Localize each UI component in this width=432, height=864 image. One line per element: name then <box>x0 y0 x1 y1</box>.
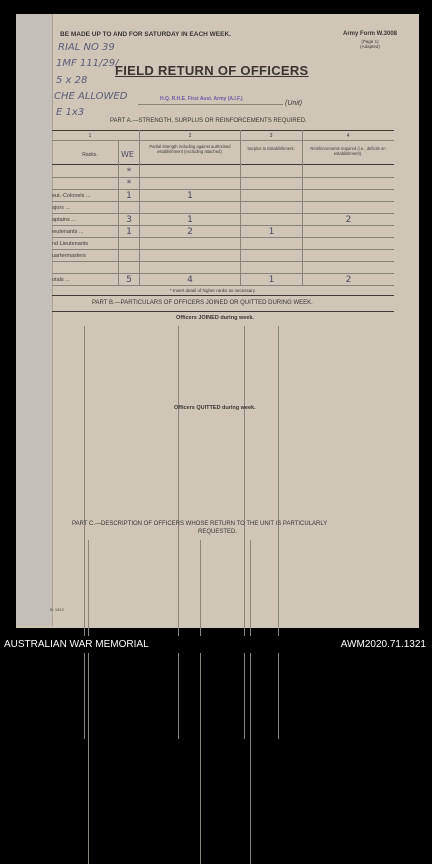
unit-stamp: H.Q. R.H.E. First Aust. Army (A.I.F.) <box>160 96 243 102</box>
footer-institution: AUSTRALIAN WAR MEMORIAL <box>4 639 149 650</box>
attached-paper-strip <box>16 14 53 626</box>
part-b-title: PART B.—PARTICULARS OF OFFICERS JOINED OR QUITTED DURING WEEK. <box>92 300 313 306</box>
we-cell: * <box>126 179 132 189</box>
handwritten-note-2: 1MF 111/29/ <box>56 58 119 69</box>
form-page: (Page 1) <box>361 39 379 44</box>
col-num-rule <box>52 140 394 141</box>
part-a-top-rule <box>52 130 394 131</box>
top-instruction: BE MADE UP TO AND FOR SATURDAY IN EACH WEEK. <box>60 31 231 38</box>
col-2-header: Partial strength including against authorised establishment (excluding attached). <box>149 144 231 154</box>
rank-cell: aptains ... <box>52 217 76 223</box>
part-a-row-rule <box>52 261 394 262</box>
part-c-title-2: REQUESTED. <box>198 529 238 535</box>
col-3-header: Surplus to Establishment. <box>247 146 295 151</box>
handwritten-note-5: E 1x3 <box>56 107 85 118</box>
part-a-row-rule <box>52 237 394 238</box>
part_c.columns-vline <box>88 540 89 864</box>
col-num-2: 2 <box>188 133 192 139</box>
we-cell: 1 <box>126 227 132 237</box>
vline-a4 <box>302 130 303 286</box>
rank-cell: uartermasters <box>52 253 86 259</box>
part-a-row-rule <box>52 249 394 250</box>
col-we-header: WE <box>121 150 134 159</box>
footer-accession: AWM2020.71.1321 <box>340 639 426 650</box>
form-id: Army Form W.3008 <box>342 31 398 37</box>
part_b.columns-vline <box>178 415 179 739</box>
part-a-row-rule <box>52 213 394 214</box>
part_b.columns-vline <box>84 415 85 739</box>
print-code: B. 1512 <box>50 607 64 612</box>
surplus-cell: 1 <box>268 275 275 285</box>
col-ranks-header: Ranks. <box>82 152 98 158</box>
handwritten-note-3: 5 x 28 <box>56 75 88 86</box>
reinforcements-cell: 2 <box>345 215 352 225</box>
col-4-header: Reinforcements required (i.e., deficits on establishment). <box>310 146 386 156</box>
joined-title: Officers JOINED during week. <box>176 315 254 321</box>
part-a-footnote: * Insert detail of higher ranks as necessary. <box>170 288 256 293</box>
handwritten-note-1: RIAL NO 39 <box>58 42 115 53</box>
part-a-row-rule <box>52 189 394 190</box>
part-a-row-rule <box>52 225 394 226</box>
rank-cell: ieutenants ... <box>52 229 84 235</box>
part-b-rule <box>52 311 394 312</box>
we-cell: 3 <box>126 215 132 225</box>
strength-cell: 2 <box>187 227 193 237</box>
surplus-cell: 1 <box>268 227 275 237</box>
part-a-header-rule <box>52 164 394 165</box>
reinforcements-cell: 2 <box>345 275 352 285</box>
part_c.columns-vline <box>200 540 201 864</box>
unit-label: (Unit) <box>285 100 303 107</box>
part-c-title-1: PART C.—DESCRIPTION OF OFFICERS WHOSE RETURN TO THE UNIT IS PARTICULARLY <box>72 521 328 527</box>
col-num-1: 1 <box>88 133 92 139</box>
part-a-row-rule <box>52 285 394 286</box>
strength-cell: 1 <box>187 215 193 225</box>
rank-cell: eut.-Colonels ... <box>52 193 91 199</box>
footer-bar <box>0 636 432 653</box>
part-a-row-rule <box>52 273 394 274</box>
form-adapted: (Adapted) <box>360 44 380 49</box>
quitted-title: Officers QUITTED during week. <box>174 405 256 411</box>
form-title: FIELD RETURN OF OFFICERS <box>115 63 309 78</box>
strength-cell: 4 <box>187 275 193 285</box>
part-a-row-rule <box>52 201 394 202</box>
part_b.columns-vline <box>244 415 245 739</box>
we-cell: * <box>126 167 132 177</box>
rank-cell: nd Lieutenants <box>52 241 89 247</box>
part-a-title: PART A.—STRENGTH, SURPLUS OR REINFORCEMENTS REQUIRED. <box>110 118 307 124</box>
vline-a3 <box>240 130 241 286</box>
vline-a2 <box>139 130 140 286</box>
part-a-bottom-rule <box>52 295 394 296</box>
col-num-3: 3 <box>269 133 273 139</box>
col-num-4: 4 <box>346 133 350 139</box>
part_c.columns-vline <box>250 540 251 864</box>
strength-cell: 1 <box>187 191 193 201</box>
we-cell: 5 <box>126 275 132 285</box>
rank-cell: otals ... <box>52 277 70 283</box>
unit-line <box>138 104 283 105</box>
part-a-row-rule <box>52 177 394 178</box>
we-cell: 1 <box>126 191 132 201</box>
part_b.columns-vline <box>278 415 279 739</box>
rank-cell: ajors ... <box>52 205 71 211</box>
handwritten-note-4: CHE ALLOWED <box>54 91 128 102</box>
